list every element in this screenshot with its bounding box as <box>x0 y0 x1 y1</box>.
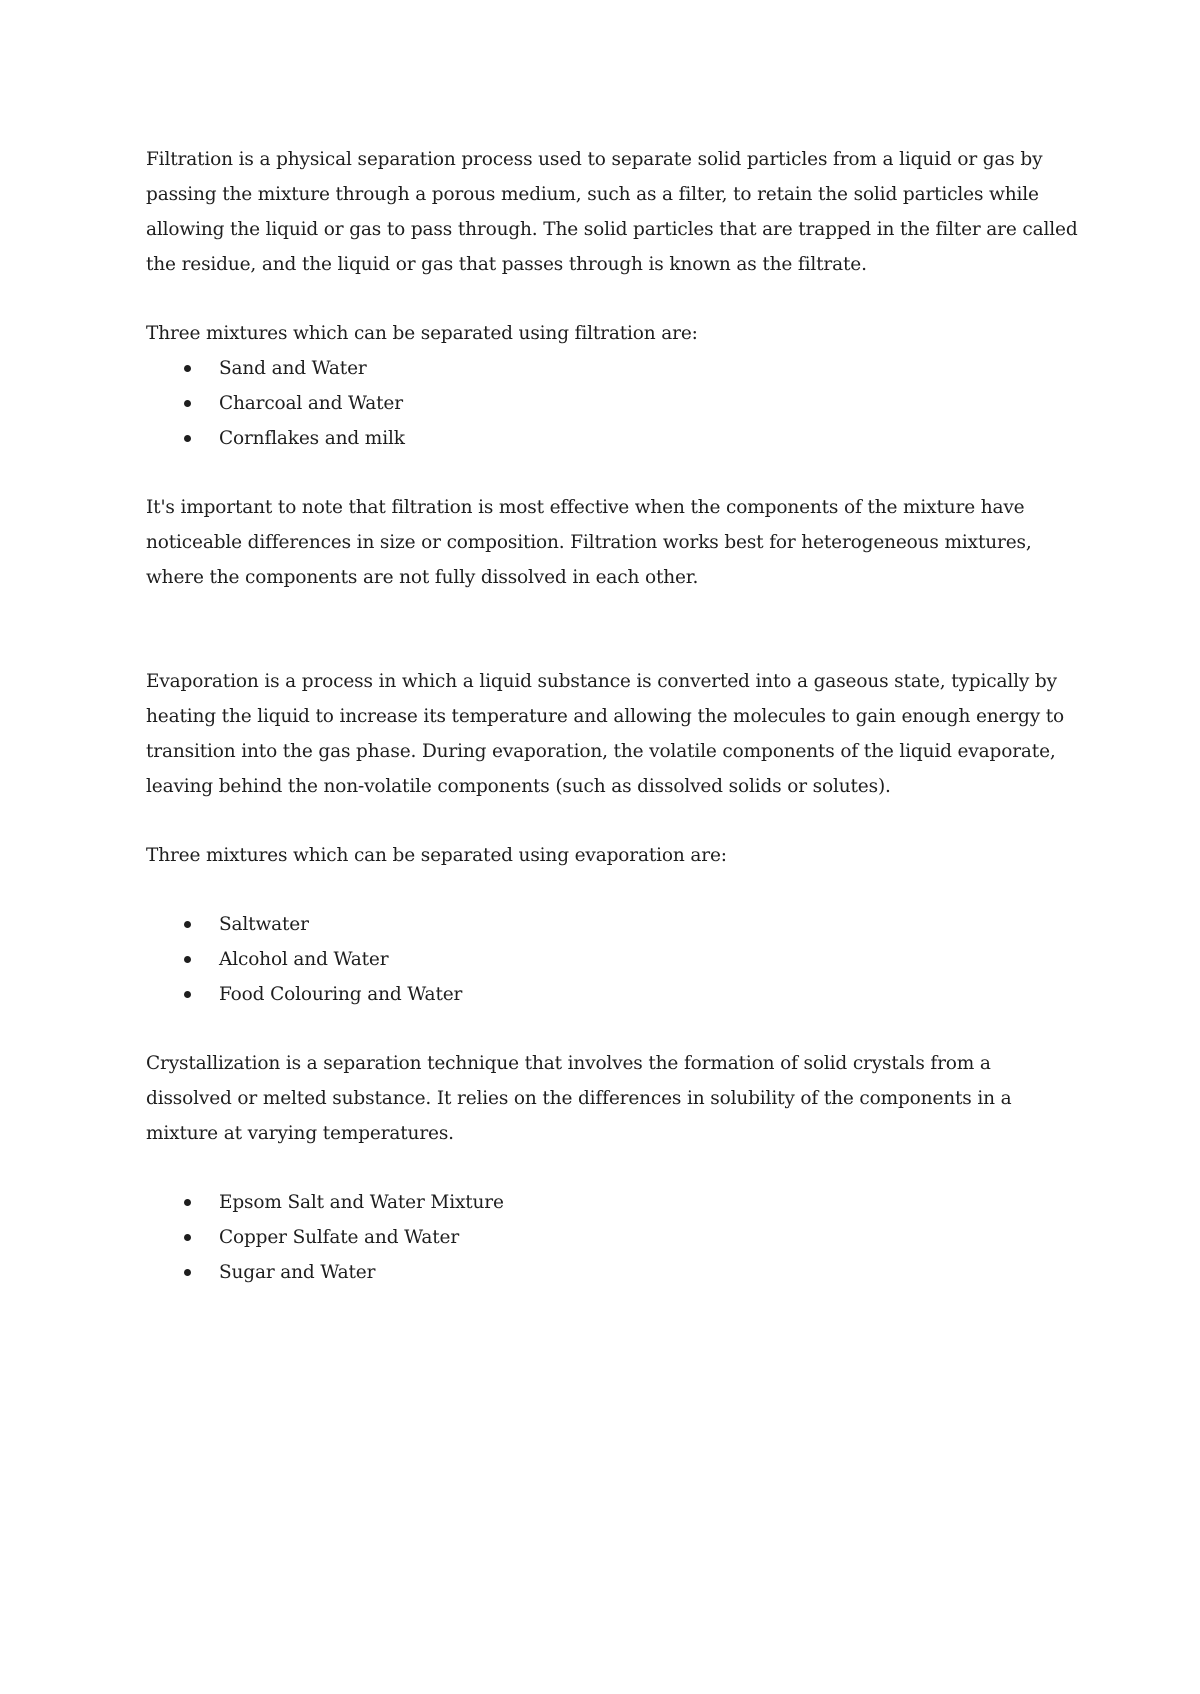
bullet-icon <box>184 1269 191 1276</box>
list-item: Alcohol and Water <box>146 942 1080 977</box>
list-item: Sugar and Water <box>146 1255 1080 1290</box>
list-item: Cornflakes and milk <box>146 421 1080 456</box>
evaporation-paragraph: Evaporation is a process in which a liquid substance is converted into a gaseous state, typically by heating the liquid to increase its temperature and allowing the molecules to gain enough energy to transition into the gas phase. During evaporation, the volatile components of the liquid evaporate, leaving behind the non-volatile components (such as dissolved solids or solutes). <box>146 671 1065 797</box>
crystallization-paragraph: Crystallization is a separation technique that involves the formation of solid crystals from a dissolved or melted substance. It relies on the differences in solubility of the components in a mixture at varying temperatures. <box>146 1053 1012 1144</box>
bullet-icon <box>184 435 191 442</box>
list-item: Sand and Water <box>146 351 1080 386</box>
bullet-icon <box>184 400 191 407</box>
list-item: Food Colouring and Water <box>146 977 1080 1012</box>
bullet-icon <box>184 991 191 998</box>
filtration-paragraph: Filtration is a physical separation process used to separate solid particles from a liquid or gas by passing the mixture through a porous medium, such as a filter, to retain the solid particles while allowing the liquid or gas to pass through. The solid particles that are trapped in the filter are called the residue, and the liquid or gas that passes through is known as the filtrate. <box>146 149 1078 275</box>
evaporation-list <box>146 907 1080 1012</box>
list-item: Charcoal and Water <box>146 386 1080 421</box>
bullet-icon <box>184 365 191 372</box>
evaporation-intro: Three mixtures which can be separated using evaporation are: <box>146 845 727 866</box>
crystallization-list <box>146 1185 1080 1290</box>
bullet-icon <box>184 921 191 928</box>
bullet-icon <box>184 1199 191 1206</box>
filtration-intro: Three mixtures which can be separated using filtration are: <box>146 323 698 344</box>
filtration-list <box>146 351 1080 456</box>
list-item: Saltwater <box>146 907 1080 942</box>
bullet-icon <box>184 1234 191 1241</box>
list-item: Epsom Salt and Water Mixture <box>146 1185 1080 1220</box>
bullet-icon <box>184 956 191 963</box>
list-item: Copper Sulfate and Water <box>146 1220 1080 1255</box>
filtration-note: It's important to note that filtration is most effective when the components of the mixture have noticeable differences in size or composition. Filtration works best for heterogeneous mixtures, where the components are not fully dissolved in each other. <box>146 497 1032 588</box>
